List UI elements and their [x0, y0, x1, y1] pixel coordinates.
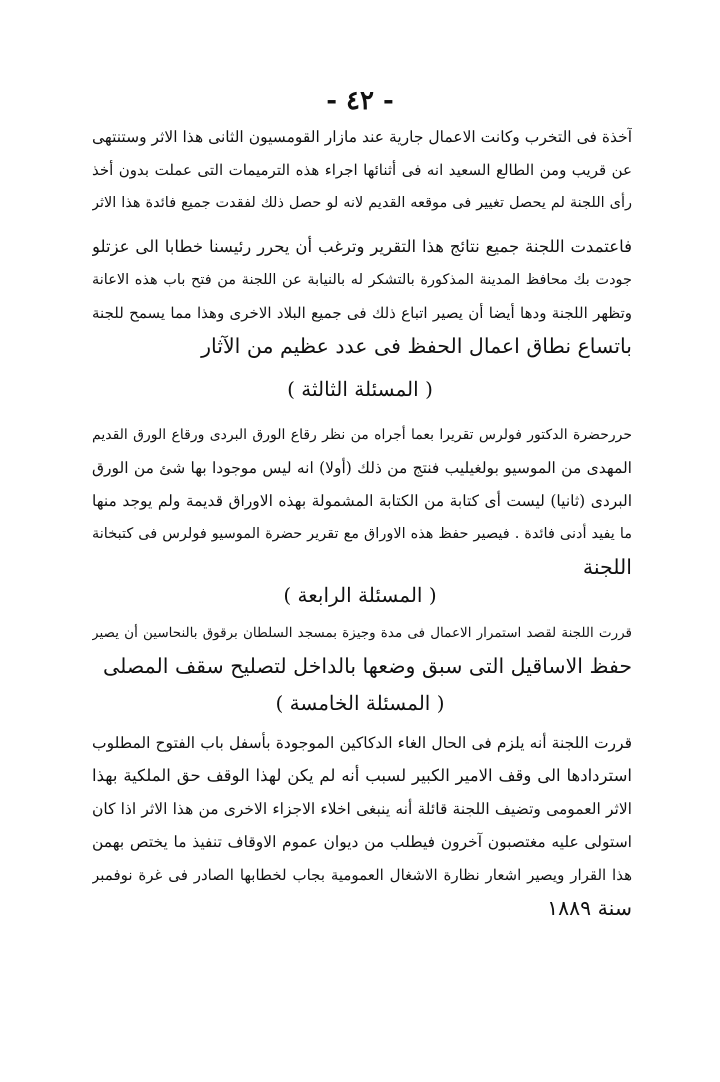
text-line: وتظهر اللجنة ودها أيضا أن يصير اتباع ذلك فى جميع البلاد الاخرى وهذا مما يسمح للجنة [92, 304, 632, 322]
text-line: المهدى من الموسيو بولغيليب فنتج من ذلك (أولا) انه ليس موجودا بها شئ من الورق [92, 459, 632, 477]
text-line: حفظ الاساقيل التى سبق وضعها بالداخل لتصليح سقف المصلى [103, 654, 632, 678]
text-line: الاثر العمومى وتضيف اللجنة قائلة أنه ينبغى اخلاء الاجزاء الاخرى من هذا الاثر اذا كان [92, 800, 632, 818]
text-line: قررت اللجنة أنه يلزم فى الحال الغاء الدكاكين الموجودة بأسفل باب الفتوح المطلوب [92, 734, 632, 752]
text-line: عن قريب ومن الطالع السعيد انه فى أثنائها اجراء هذه الترميمات التى عملت بدون أخذ [92, 161, 632, 179]
text-line: هذا القرار ويصير اشعار نظارة الاشغال العمومية بجاب لخطابها الصادر فى غرة نوفمبر [92, 866, 632, 884]
text-line: حررحضرة الدكتور فولرس تقريرا بعما أجراه من نظر رقاع الورق البردى ورقاع الورق القديم [92, 427, 632, 443]
text-line: آخذة فى التخرب وكانت الاعمال جارية عند مازار القومسيون الثانى هذا الاثر وستنتهى [92, 128, 632, 146]
section-heading: ( المسئلة الرابعة ) [283, 583, 437, 607]
text-line: اللجنة [582, 555, 632, 579]
text-line: باتساع نطاق اعمال الحفظ فى عدد عظيم من الآثار [201, 334, 632, 358]
text-line: فاعتمدت اللجنة جميع نتائج هذا التقرير وترغب أن يحرر رئيسنا خطابا الى عزتلو [92, 237, 632, 256]
text-line: سنة ١٨٨٩ [547, 896, 632, 920]
text-line: رأى اللجنة لم يحصل تغيير فى موقعه القديم لانه لو حصل ذلك لفقدت جميع فائدة هذا الاثر [92, 195, 632, 211]
text-line: جودت بك محافظ المدينة المذكورة بالتشكر له بالنيابة عن اللجنة من فتح باب هذه الاعانة [92, 272, 632, 288]
text-line: قررت اللجنة لقصد استمرار الاعمال فى مدة وجيزة بمسجد السلطان برقوق بالنحاسين أن يصير [92, 625, 632, 641]
section-heading: ( المسئلة الخامسة ) [275, 691, 445, 715]
section-heading: ( المسئلة الثالثة ) [287, 377, 433, 401]
text-line: استردادها الى وقف الامير الكبير لسبب أنه لم يكن لهذا الوقف حق الملكية بهذا [92, 766, 632, 785]
text-line: استولى عليه مغتصبون آخرون فيطلب من ديوان عموم الاوقاف تنفيذ ما يختص بهمن [92, 833, 632, 851]
page-number: - ٤٢ - [326, 86, 394, 116]
text-line: ما يفيد أدنى فائدة . فيصير حفظ هذه الاوراق مع تقرير حضرة الموسيو فولرس فى كتبخانة [92, 526, 632, 542]
text-line: البردى (ثانيا) ليست أى كتابة من الكتابة المشمولة بهذه الاوراق قديمة ولم يوجد منها [92, 492, 632, 510]
